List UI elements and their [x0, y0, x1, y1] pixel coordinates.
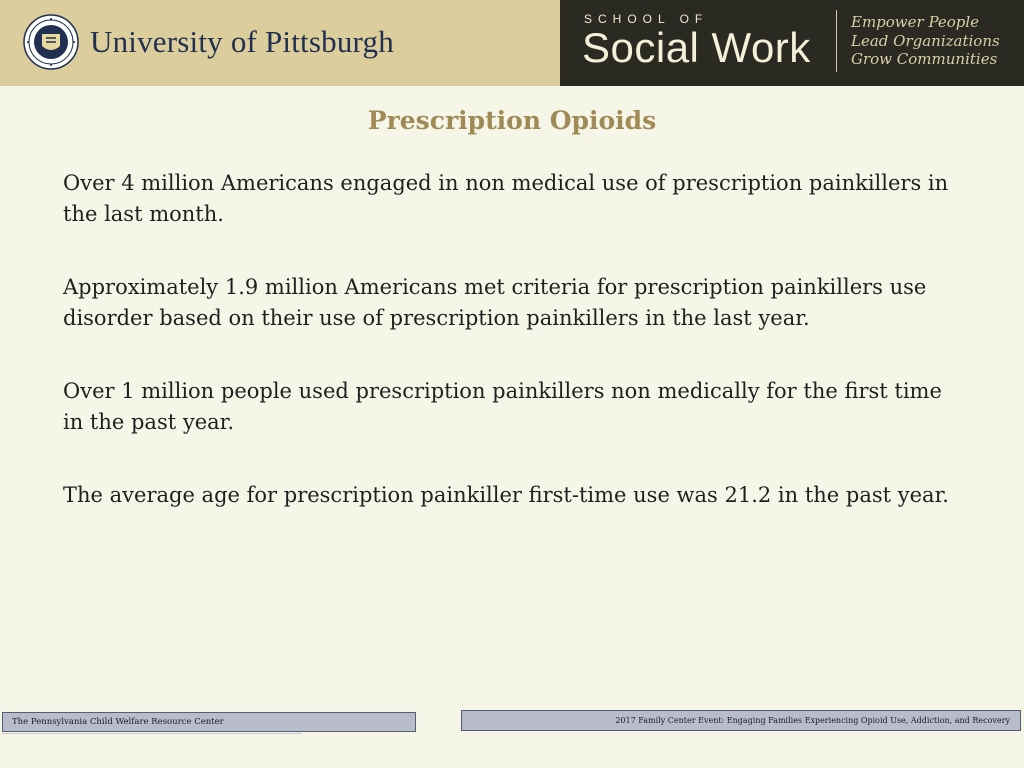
slide-body: [63, 168, 963, 553]
footer-underline: [2, 733, 302, 734]
school-of-label: SCHOOL OF: [584, 12, 709, 26]
header-banner: [0, 0, 1024, 86]
university-banner: [0, 0, 560, 86]
banner-divider: [836, 10, 837, 72]
university-name: University of Pittsburgh: [90, 24, 394, 59]
footer-organization: The Pennsylvania Child Welfare Resource Center: [2, 712, 416, 732]
paragraph-3: Over 1 million people used prescription painkillers non medically for the first time in the past year.: [63, 379, 942, 434]
tagline-3: Grow Communities: [851, 50, 998, 68]
paragraph-2: Approximately 1.9 million Americans met criteria for prescription painkillers use disorder based on their use of prescription painkillers in the last year.: [63, 275, 927, 330]
school-name: Social Work: [582, 24, 811, 71]
slide-title: Prescription Opioids: [367, 106, 657, 135]
university-seal-icon: [23, 14, 79, 70]
tagline-1: Empower People: [851, 13, 980, 31]
footer-event: 2017 Family Center Event: Engaging Families Experiencing Opioid Use, Addiction, and Recovery: [461, 710, 1021, 731]
paragraph-4: The average age for prescription painkiller first-time use was 21.2 in the past year.: [63, 483, 949, 507]
tagline-2: Lead Organizations: [851, 32, 1000, 50]
paragraph-1: Over 4 million Americans engaged in non medical use of prescription painkillers in the last month.: [63, 171, 949, 226]
